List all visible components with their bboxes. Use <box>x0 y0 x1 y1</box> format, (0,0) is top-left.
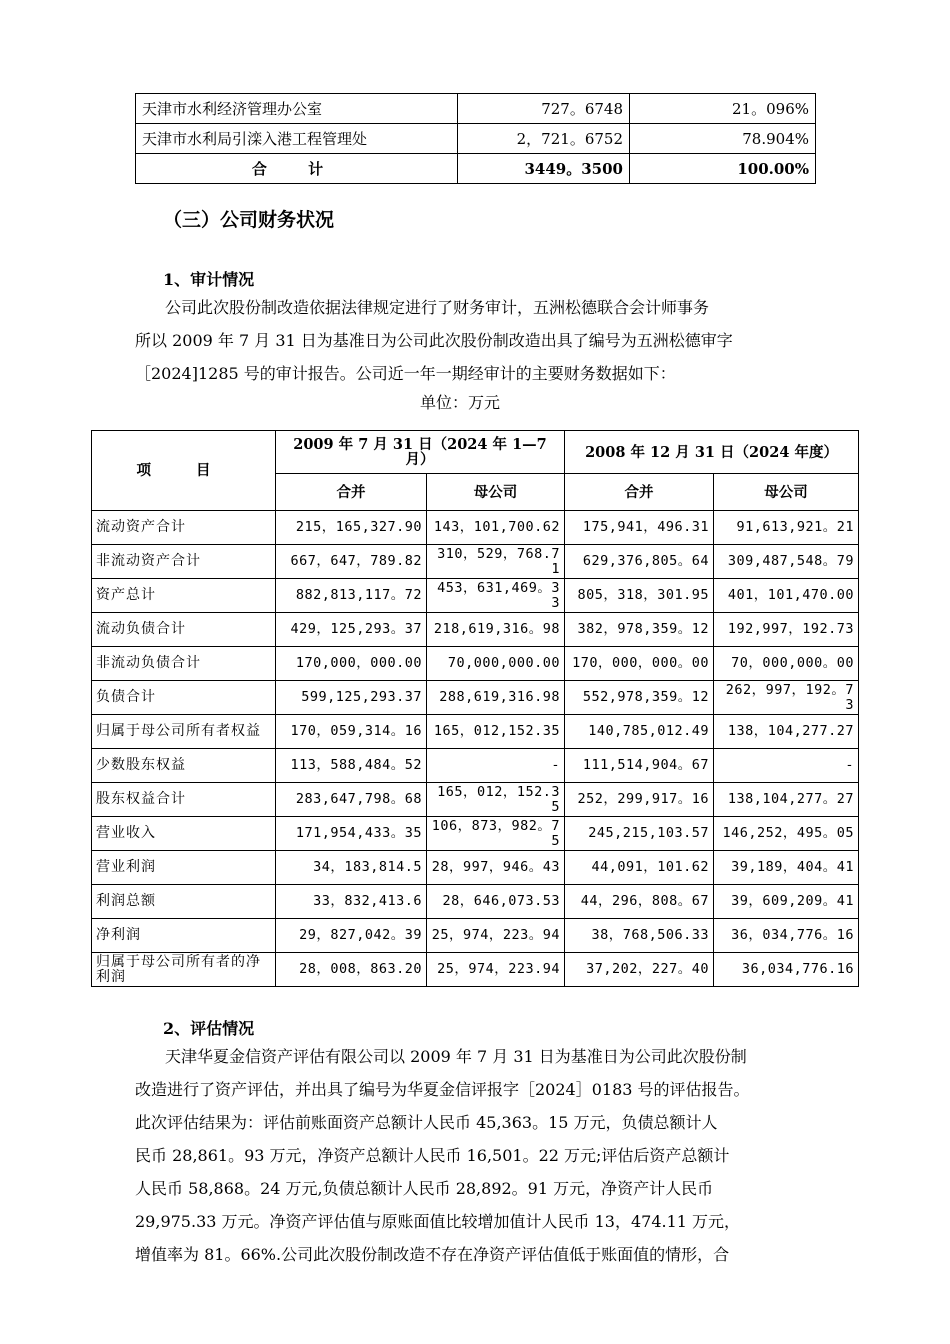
sub-header-consolidated: 合并 <box>276 474 427 511</box>
table-row <box>92 511 859 545</box>
row-value: 170，059,314。16 <box>276 715 427 749</box>
row-value: 38，768,506.33 <box>565 919 714 953</box>
row-value: 245,215,103.57 <box>565 817 714 851</box>
row-value: 667，647，789.82 <box>276 545 427 579</box>
period2-header: 2008 年 12 月 31 日（2024 年度） <box>565 431 859 474</box>
row-value: 218,619,316。98 <box>427 613 565 647</box>
row-value: 39，609,209。41 <box>714 885 859 919</box>
shareholder-amount: 2，721。6752 <box>458 124 630 154</box>
shareholder-name: 天津市水利经济管理办公室 <box>136 94 458 124</box>
audit-line: ［2024]1285 号的审计报告。公司近一年一期经审计的主要财务数据如下： <box>135 364 676 383</box>
table-row <box>92 749 859 783</box>
table-row <box>92 817 859 851</box>
total-ratio: 100.00% <box>630 154 816 184</box>
row-value: 252，299,917。16 <box>565 783 714 817</box>
row-label: 少数股东权益 <box>92 749 276 783</box>
row-label: 营业利润 <box>92 851 276 885</box>
table-row <box>92 681 859 715</box>
row-label: 流动负债合计 <box>92 613 276 647</box>
table-row <box>92 919 859 953</box>
financial-table <box>91 430 859 987</box>
row-label: 归属于母公司所有者的净利润 <box>92 953 276 987</box>
row-value: 44,091，101.62 <box>565 851 714 885</box>
unit-label: 单位：万元 <box>420 393 501 412</box>
appraisal-line: 人民币 58,868。24 万元,负债总额计人民币 28,892。91 万元，净资产计人民币 <box>135 1179 714 1198</box>
total-amount: 3449。3500 <box>458 154 630 184</box>
row-value: 882,813,117。72 <box>276 579 427 613</box>
row-value: 36,034,776.16 <box>714 953 859 987</box>
row-label: 净利润 <box>92 919 276 953</box>
appraisal-line: 此次评估结果为：评估前账面资产总额计人民币 45,363。15 万元，负债总额计人 <box>135 1113 718 1132</box>
row-value: 25，974，223。94 <box>427 919 565 953</box>
shareholder-ratio: 21。096% <box>630 94 816 124</box>
appraisal-line: 增值率为 81。66%.公司此次股份制改造不存在净资产评估值低于账面值的情形，合 <box>135 1245 730 1264</box>
row-value: 165，012,152.35 <box>427 715 565 749</box>
table-row <box>136 94 816 124</box>
row-value: 599,125,293.37 <box>276 681 427 715</box>
row-value: 192,997，192.73 <box>714 613 859 647</box>
table-row <box>92 715 859 749</box>
appraisal-line: 天津华夏金信资产评估有限公司以 2009 年 7 月 31 日为基准日为公司此次股份制 <box>165 1047 747 1066</box>
audit-paragraph <box>135 291 815 390</box>
row-label: 营业收入 <box>92 817 276 851</box>
row-value: 171,954,433。35 <box>276 817 427 851</box>
row-value: 165，012，152.35 <box>427 783 565 817</box>
row-label: 股东权益合计 <box>92 783 276 817</box>
row-value: 91,613,921。21 <box>714 511 859 545</box>
row-value: 70,000,000.00 <box>427 647 565 681</box>
row-label: 负债合计 <box>92 681 276 715</box>
audit-line: 公司此次股份制改造依据法律规定进行了财务审计，五洲松德联合会计师事务 <box>165 298 710 317</box>
shareholder-table <box>135 93 816 184</box>
row-value: 401，101,470.00 <box>714 579 859 613</box>
row-value: 309,487,548。79 <box>714 545 859 579</box>
table-row <box>92 647 859 681</box>
row-value: 310，529，768.71 <box>427 545 565 579</box>
row-value: 25，974，223.94 <box>427 953 565 987</box>
table-row <box>92 851 859 885</box>
table-row <box>136 124 816 154</box>
row-value: 37,202，227。40 <box>565 953 714 987</box>
shareholder-name: 天津市水利局引滦入港工程管理处 <box>136 124 458 154</box>
table-row <box>92 885 859 919</box>
audit-heading: 1、审计情况 <box>163 270 255 289</box>
row-value: 143，101,700.62 <box>427 511 565 545</box>
row-value: - <box>427 749 565 783</box>
shareholder-ratio: 78.904% <box>630 124 816 154</box>
row-label: 资产总计 <box>92 579 276 613</box>
table-row <box>92 953 859 987</box>
sub-header-parent: 母公司 <box>427 474 565 511</box>
row-value: 28，997，946。43 <box>427 851 565 885</box>
appraisal-line: 民币 28,861。93 万元，净资产总额计人民币 16,501。22 万元;评估后资产总额计 <box>135 1146 730 1165</box>
row-value: 111,514,904。67 <box>565 749 714 783</box>
row-value: 29，827,042。39 <box>276 919 427 953</box>
total-row <box>136 154 816 184</box>
row-value: 33，832,413.6 <box>276 885 427 919</box>
row-value: 28，008，863.20 <box>276 953 427 987</box>
row-label: 非流动资产合计 <box>92 545 276 579</box>
row-value: 453，631,469。33 <box>427 579 565 613</box>
shareholder-amount: 727。6748 <box>458 94 630 124</box>
table-row <box>92 545 859 579</box>
row-value: 629,376,805。64 <box>565 545 714 579</box>
row-value: - <box>714 749 859 783</box>
row-label: 非流动负债合计 <box>92 647 276 681</box>
section-title: （三）公司财务状况 <box>163 209 335 231</box>
row-value: 170,000，000.00 <box>276 647 427 681</box>
row-value: 382，978,359。12 <box>565 613 714 647</box>
row-value: 39,189，404。41 <box>714 851 859 885</box>
table-row <box>92 579 859 613</box>
appraisal-line: 29,975.33 万元。净资产评估值与原账面值比较增加值计人民币 13，474.11 万元， <box>135 1212 741 1231</box>
row-value: 283,647,798。68 <box>276 783 427 817</box>
table-row <box>92 613 859 647</box>
row-label: 流动资产合计 <box>92 511 276 545</box>
row-value: 175,941，496.31 <box>565 511 714 545</box>
row-value: 106，873，982。75 <box>427 817 565 851</box>
row-value: 138，104,277.27 <box>714 715 859 749</box>
audit-line: 所以 2009 年 7 月 31 日为基准日为公司此次股份制改造出具了编号为五洲松德审字 <box>135 331 733 350</box>
period1-header: 2009 年 7 月 31 日（2024 年 1—7 月） <box>276 431 565 474</box>
appraisal-paragraph <box>135 1040 825 1271</box>
table-row <box>92 783 859 817</box>
row-value: 146,252，495。05 <box>714 817 859 851</box>
row-value: 138,104,277。27 <box>714 783 859 817</box>
row-value: 288,619,316.98 <box>427 681 565 715</box>
col-item-header: 项 目 <box>92 431 276 511</box>
header-row <box>92 431 859 474</box>
row-label: 归属于母公司所有者权益 <box>92 715 276 749</box>
appraisal-heading: 2、评估情况 <box>163 1019 255 1038</box>
row-value: 140,785,012.49 <box>565 715 714 749</box>
row-value: 44，296，808。67 <box>565 885 714 919</box>
row-value: 552,978,359。12 <box>565 681 714 715</box>
row-label: 利润总额 <box>92 885 276 919</box>
row-value: 805，318，301.95 <box>565 579 714 613</box>
sub-header-parent: 母公司 <box>714 474 859 511</box>
row-value: 34，183,814.5 <box>276 851 427 885</box>
row-value: 170，000，000。00 <box>565 647 714 681</box>
row-value: 36，034,776。16 <box>714 919 859 953</box>
row-value: 262，997，192。73 <box>714 681 859 715</box>
row-value: 113，588,484。52 <box>276 749 427 783</box>
row-value: 215，165,327.90 <box>276 511 427 545</box>
sub-header-consolidated: 合并 <box>565 474 714 511</box>
row-value: 28，646,073.53 <box>427 885 565 919</box>
row-value: 429，125,293。37 <box>276 613 427 647</box>
row-value: 70，000,000。00 <box>714 647 859 681</box>
appraisal-line: 改造进行了资产评估，并出具了编号为华夏金信评报字［2024］0183 号的评估报告。 <box>135 1080 750 1099</box>
total-label: 合 计 <box>136 154 458 184</box>
